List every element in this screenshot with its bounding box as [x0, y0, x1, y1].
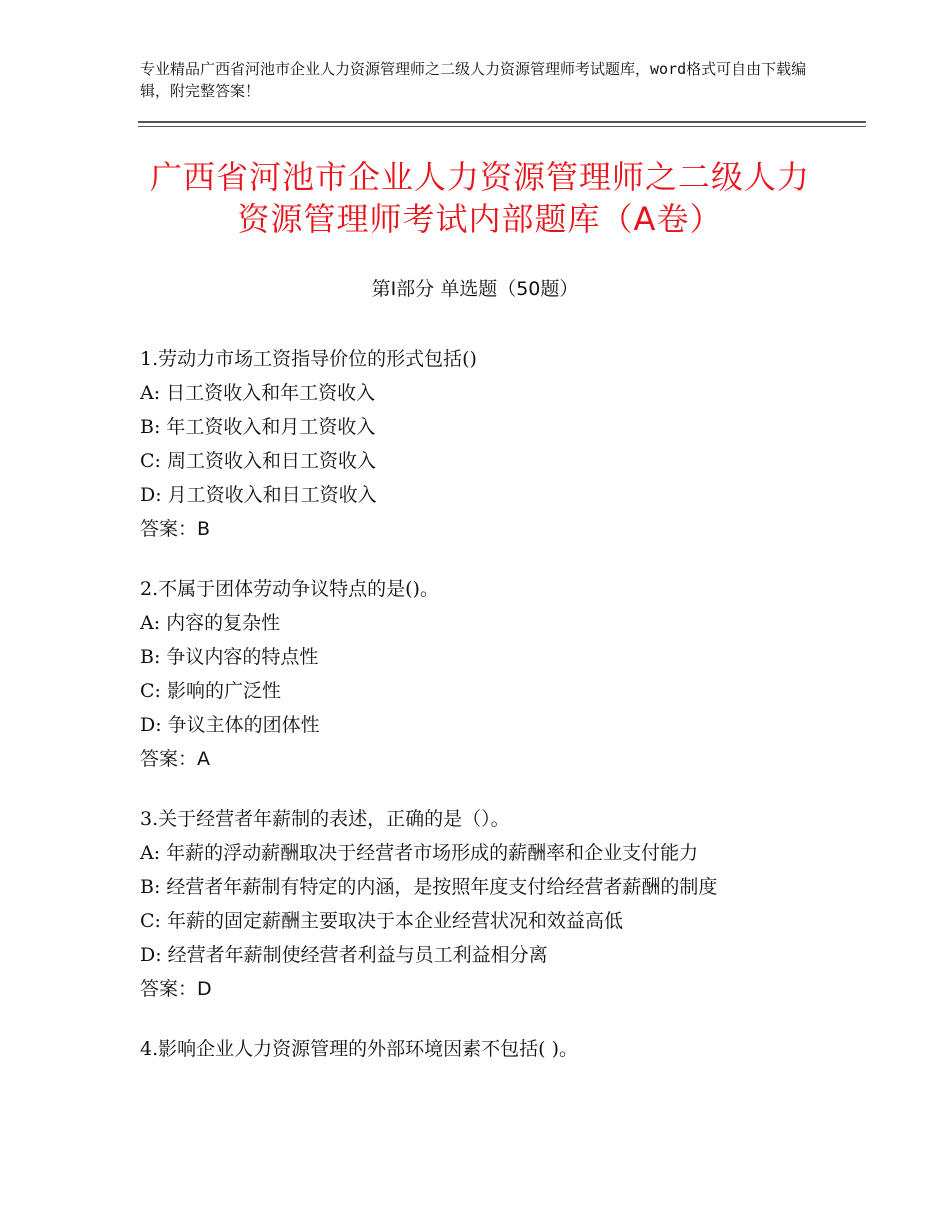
- answer-value: B: [197, 518, 211, 540]
- header-rule-thick: [138, 121, 866, 123]
- question-4: [140, 1032, 840, 1066]
- option-c: C: 影响的广泛性: [140, 680, 281, 702]
- option-a: A: 日工资收入和年工资收入: [140, 382, 376, 404]
- answer: [140, 972, 840, 1006]
- option-d: D: 经营者年薪制使经营者利益与员工利益相分离: [140, 944, 548, 966]
- question-stem: 2.不属于团体劳动争议特点的是()。: [140, 578, 439, 600]
- option-d: D: 争议主体的团体性: [140, 714, 320, 736]
- option-c: C: 年薪的固定薪酬主要取决于本企业经营状况和效益高低: [140, 910, 623, 932]
- question-3: [140, 802, 840, 1006]
- option-b: B: 年工资收入和月工资收入: [140, 416, 376, 438]
- answer-value: D: [197, 978, 212, 1000]
- question-stem: 1.劳动力市场工资指导价位的形式包括(): [140, 348, 477, 370]
- answer-prefix: 答案：: [140, 978, 198, 1000]
- header-note: 专业精品广西省河池市企业人力资源管理师之二级人力资源管理师考试题库，word格式可自由下载编辑，附完整答案！: [140, 60, 807, 100]
- option-d: D: 月工资收入和日工资收入: [140, 484, 377, 506]
- answer-prefix: 答案：: [140, 748, 198, 770]
- question-stem: 3.关于经营者年薪制的表述，正确的是（）。: [140, 808, 510, 830]
- question-list: [140, 342, 840, 1092]
- answer: [140, 512, 840, 546]
- option-c: C: 周工资收入和日工资收入: [140, 450, 376, 472]
- answer-value: A: [197, 748, 211, 770]
- question-1: [140, 342, 840, 546]
- section-heading: 第Ⅰ部分 单选题（50题）: [371, 278, 579, 300]
- question-stem: 4.影响企业人力资源管理的外部环境因素不包括( )。: [140, 1038, 578, 1060]
- option-b: B: 争议内容的特点性: [140, 646, 319, 668]
- question-2: [140, 572, 840, 776]
- document-title: 广西省河池市企业人力资源管理师之二级人力资源管理师考试内部题库（A卷）: [149, 158, 810, 238]
- option-a: A: 年薪的浮动薪酬取决于经营者市场形成的薪酬率和企业支付能力: [140, 842, 699, 864]
- answer: [140, 742, 840, 776]
- option-a: A: 内容的复杂性: [140, 612, 281, 634]
- header-rule-thin: [138, 126, 866, 127]
- option-b: B: 经营者年薪制有特定的内涵，是按照年度支付给经营者薪酬的制度: [140, 876, 718, 898]
- answer-prefix: 答案：: [140, 518, 198, 540]
